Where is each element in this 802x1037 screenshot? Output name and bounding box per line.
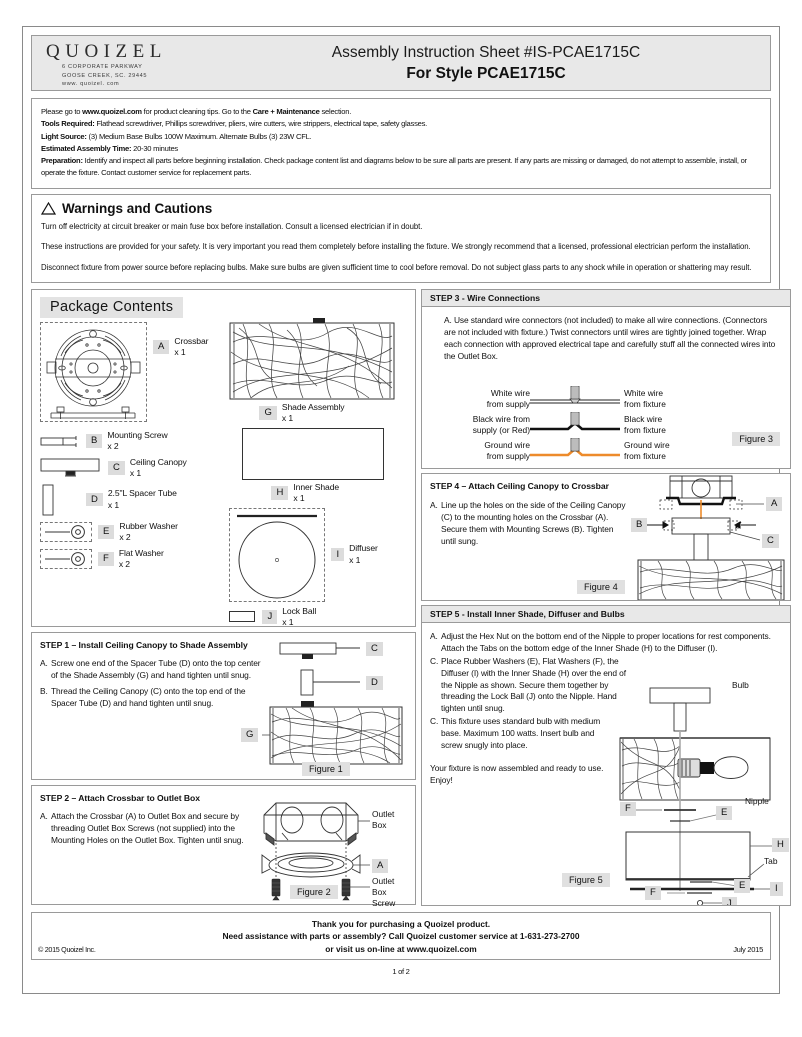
step-5-text-b: Place Rubber Washers (E), Flat Washers (F), the Diffuser (I) with the Inner Shade (H) over the end of the Nipple as shown. Secure them together by threading the Lock Ball (J) onto the Nipple. Hand tighten until snug. (441, 655, 626, 714)
step-3-heading: STEP 3 - Wire Connections (422, 290, 790, 307)
wire-label-ground-supply-l1: Ground wire (484, 439, 530, 450)
step-1-panel (31, 632, 416, 780)
warnings-block (31, 194, 771, 283)
step-4-text-a: Line up the holes on the side of the Ceiling Canopy (C) to the mounting holes on the Crossbar (A). Secure them with Mounting Screws (B). Tighten until sung. (441, 500, 626, 547)
wire-label-white-fixture (620, 388, 719, 410)
step-2-text-a: Attach the Crossbar (A) to Outlet Box and secure by threading Outlet Box Screws (not supplied) into the Mounting Holes on the Outlet Box. Tighten until snug. (51, 811, 244, 846)
wire-row-black (432, 412, 782, 438)
figure-5-label: Figure 5 (562, 873, 610, 887)
assembly-time-text: 20-30 minutes (131, 143, 178, 153)
step-2-heading: STEP 2 – Attach Crossbar to Outlet Box (40, 792, 200, 803)
figure-5-callout-nipple: Nipple (745, 795, 769, 806)
part-tag-g: G (259, 406, 276, 420)
figure-2-callout-outlet-box: Outlet Box (372, 808, 395, 830)
part-label-spacer-tube (108, 488, 177, 510)
wire-label-ground-fixture-l1: Ground wire (624, 439, 670, 450)
part-row-rubber-washer (40, 521, 229, 543)
figure-5-callout-f-upper: F (620, 802, 636, 816)
warning-paragraph-2: These instructions are provided for your safety. It is very important you read them completely before installing the fixture. We strongly recommend that a licensed, professional electrician perform the installation. (41, 242, 751, 252)
part-label-mounting-screw (107, 430, 167, 452)
figure-1-illustration (246, 640, 407, 774)
page-header (31, 35, 771, 91)
page-subtitle: For Style PCAE1715C (406, 64, 566, 82)
assembly-time-line (41, 143, 761, 155)
step-4-body (430, 500, 626, 548)
part-tag-c: C (108, 461, 125, 475)
part-qty-crossbar: x 1 (174, 347, 186, 358)
wire-connector-black (530, 412, 620, 438)
step-3-panel (421, 289, 791, 469)
step-1-item-a (40, 658, 262, 682)
wire-label-white-fixture-l2: from fixture (624, 398, 666, 409)
wire-label-ground-fixture (620, 440, 719, 462)
part-row-diffuser (229, 508, 407, 602)
step-5-marker-a: A. (430, 630, 438, 641)
part-qty-lock-ball: x 1 (282, 616, 294, 627)
figure-4-callout-c: C (762, 534, 779, 548)
care-maintenance-label: Care + Maintenance (252, 107, 320, 116)
warnings-heading: Warnings and Cautions (62, 200, 213, 216)
spacer-tube-illustration (40, 484, 86, 516)
part-name-diffuser: Diffuser (349, 543, 378, 554)
figure-2-label: Figure 2 (290, 885, 338, 899)
wire-row-ground (432, 438, 782, 464)
intro-text-2: for product cleaning tips. Go to the (141, 107, 253, 116)
preparation-line (41, 155, 761, 180)
mounting-screw-illustration (40, 433, 80, 449)
part-name-ceiling-canopy: Ceiling Canopy (129, 457, 187, 468)
part-row-spacer-tube (40, 484, 229, 516)
part-qty-rubber-washer: x 2 (119, 531, 131, 542)
wire-label-white-supply-l2: from supply (486, 398, 530, 409)
footer-line-3: or visit us on-line at www.quoizel.com (325, 944, 477, 955)
step-1-item-b (40, 686, 262, 710)
part-tag-d: D (86, 493, 103, 507)
part-tag-b: B (86, 434, 102, 448)
step-2-body (40, 811, 252, 847)
wire-label-ground-supply-l2: from supply (486, 450, 530, 461)
figure-2-illustration (252, 793, 407, 908)
figure-5-illustration (612, 679, 790, 901)
ceiling-canopy-illustration (40, 457, 102, 479)
warning-paragraph-1: Turn off electricity at circuit breaker or main fuse box before installation. Consult a licensed electrician if in doubt. (41, 221, 423, 231)
header-titles (262, 36, 710, 90)
part-name-shade-assembly: Shade Assembly (281, 401, 345, 412)
part-row-mounting-screw (40, 430, 229, 452)
part-tag-f: F (98, 552, 114, 566)
figure-5-callout-f-lower: F (645, 886, 661, 900)
part-tag-e: E (98, 525, 114, 539)
part-row-inner-shade (271, 482, 407, 504)
header-spacer (710, 36, 770, 90)
figure-3-label: Figure 3 (732, 432, 780, 446)
part-label-ceiling-canopy (130, 457, 187, 479)
figure-5-callout-i: I (770, 882, 783, 896)
wire-label-ground-supply (432, 440, 530, 462)
wire-label-white-supply-l1: White wire (490, 387, 530, 398)
step-1-marker-b: B. (40, 686, 48, 697)
step-1-body (40, 658, 262, 710)
step-5-text-c: This fixture uses standard bulb with medium base. Maximum 100 watts. Insert bulb and screw snugly into place. (441, 716, 601, 751)
footer-line-1: Thank you for purchasing a Quoizel product. (311, 918, 491, 929)
page-number: 1 of 2 (392, 966, 410, 976)
step-4-heading: STEP 4 – Attach Ceiling Canopy to Crossbar (430, 480, 609, 491)
step-5-text-a: Adjust the Hex Nut on the bottom end of the Nipple to proper locations for rest components. Attach the Tabs on the bottom edge of the Inner Shade (H) to the Diffuser (I). (441, 630, 771, 653)
part-qty-shade-assembly: x 1 (281, 413, 294, 424)
part-row-ceiling-canopy (40, 457, 229, 479)
step-5-panel (421, 605, 791, 906)
shade-assembly-illustration (229, 322, 407, 400)
part-name-mounting-screw: Mounting Screw (107, 429, 168, 440)
brand-address-line1: 6 CORPORATE PARKWAY (62, 64, 143, 70)
part-name-spacer-tube: 2.5"L Spacer Tube (107, 488, 177, 499)
wire-label-black-supply-l2: supply (or Red) (472, 424, 530, 435)
brand-block (32, 36, 262, 90)
part-label-flat-washer (119, 548, 164, 570)
wire-connector-ground (530, 438, 620, 464)
step-4-panel (421, 473, 791, 601)
figure-5-callout-h: H (772, 838, 789, 852)
figure-5-callout-bulb: Bulb (732, 679, 749, 690)
part-row-lock-ball (229, 606, 407, 628)
intro-text-1: Please go to (41, 107, 83, 116)
figure-5-lower-group (650, 878, 787, 906)
part-name-inner-shade: Inner Shade (293, 482, 340, 493)
part-label-crossbar (174, 336, 208, 358)
rubber-washer-illustration (40, 522, 92, 542)
wire-label-black-supply-l1: Black wire from (472, 413, 530, 424)
page-title: Assembly Instruction Sheet #IS-PCAE1715C (331, 44, 641, 61)
wire-label-white-fixture-l1: White wire (624, 387, 664, 398)
footer-line-2: Need assistance with parts or assembly? Call Quoizel customer service at 1-631-273-2700 (222, 931, 580, 942)
wire-connection-diagram (432, 386, 782, 464)
assembly-time-label: Estimated Assembly Time: (41, 143, 132, 153)
tools-required-text: Flathead screwdriver, Phillips screwdriver, pliers, wire cutters, wire strippers, electrical tape, safety glasses. (94, 119, 428, 129)
part-tag-j: J (262, 610, 277, 624)
package-column-right (229, 322, 407, 628)
step-5-heading: STEP 5 - Install Inner Shade, Diffuser and Bulbs (422, 606, 790, 623)
body-grid (31, 289, 784, 908)
package-column-left (40, 322, 229, 628)
preparation-text: Identify and inspect all parts before beginning installation. Check package content list and diagrams below to be sure all parts are present. If any parts are missing or damaged, do not attempt to assemble, install, or operate the fixture. Contact customer service for replacement parts. (41, 156, 747, 178)
light-source-text: (3) Medium Base Bulbs 100W Maximum. Alternate Bulbs (3) 23W CFL. (86, 131, 312, 141)
part-row-shade-assembly (259, 402, 407, 424)
crossbar-illustration (40, 322, 147, 422)
step-5-marker-c: C. (430, 716, 439, 727)
part-label-lock-ball (282, 606, 316, 628)
inner-shade-illustration (242, 428, 384, 480)
part-label-shade-assembly (282, 402, 345, 424)
figure-1-callout-d: D (366, 676, 383, 690)
wire-row-white (432, 386, 782, 412)
part-name-crossbar: Crossbar (174, 335, 209, 346)
wire-label-white-supply (432, 388, 530, 410)
wire-label-black-fixture (620, 414, 719, 436)
step-2-panel (31, 785, 416, 908)
figure-2-callout-screw: Outlet Box Screw (372, 875, 396, 908)
figure-5-callout-e-upper: E (716, 806, 732, 820)
step-1-text-b: Thread the Ceiling Canopy (C) onto the top end of the Spacer Tube (D) and hand tighten until snug. (51, 686, 246, 709)
brand-address-line3: www. quoizel. com (62, 81, 120, 88)
footer-message (32, 913, 770, 956)
page-footer (31, 912, 771, 960)
light-source-line (41, 131, 761, 143)
figure-5-callout-j: J (722, 897, 737, 906)
lock-ball-illustration (229, 611, 255, 622)
brand-address (46, 63, 262, 89)
part-tag-a: A (153, 340, 169, 354)
step-1-text-a: Screw one end of the Spacer Tube (D) onto the top center of the Shade Assembly (G) and hand tighten until snug. (51, 658, 261, 681)
tools-required-label: Tools Required: (41, 119, 95, 129)
tools-required-line (41, 118, 761, 130)
warning-paragraph-3: Disconnect fixture from power source before replacing bulbs. Make sure bulbs are given sufficient time to cool before removal. Do not subject glass parts to any shock while in operation or shattering may result. (41, 263, 752, 273)
step-4-marker-a: A. (430, 500, 438, 511)
figure-1-callout-c: C (366, 642, 383, 656)
part-qty-inner-shade: x 1 (293, 493, 305, 504)
part-qty-ceiling-canopy: x 1 (129, 468, 142, 479)
step-4-item-a (430, 500, 626, 548)
wire-label-black-fixture-l1: Black wire (624, 413, 663, 424)
right-column (421, 289, 791, 906)
figure-4-label: Figure 4 (577, 580, 625, 594)
part-name-lock-ball: Lock Ball (282, 605, 317, 616)
step-2-item-a (40, 811, 252, 847)
step-5-marker-b: C. (430, 655, 439, 666)
part-qty-diffuser: x 1 (349, 554, 361, 565)
figure-1-label: Figure 1 (302, 762, 350, 776)
intro-text-3: selection. (319, 107, 352, 116)
part-row-flat-washer (40, 548, 229, 570)
footer-date: July 2015 (733, 944, 763, 954)
figure-4-illustration (630, 474, 790, 601)
package-contents-columns (40, 322, 407, 628)
warnings-heading-row (41, 201, 761, 216)
figure-5-callout-tab: Tab (764, 855, 778, 866)
wire-label-black-supply (432, 414, 530, 436)
sheet-frame (22, 26, 784, 994)
wire-label-ground-fixture-l2: from fixture (624, 450, 666, 461)
figure-1-callout-g: G (241, 728, 258, 742)
step-3-text-a: A. Use standard wire connectors (not included) to make all wire connections. (Connectors are not included with fixture.) Twist connectors until wires are tightly joined together. Wrap each connection with approved electrical tape and carefully stuff all the connected wires into the Outlet Box. (444, 314, 776, 361)
step-5-item-a (430, 631, 781, 655)
figure-5-callout-e-lower: E (734, 879, 750, 893)
wire-label-black-fixture-l2: from fixture (624, 424, 666, 435)
intro-block (31, 98, 771, 189)
quoizel-website-link[interactable]: www.quoizel.com (82, 107, 142, 116)
part-label-rubber-washer (119, 521, 178, 543)
step-2-marker-a: A. (40, 811, 48, 822)
part-qty-mounting-screw: x 2 (107, 441, 119, 452)
part-tag-h: H (271, 486, 288, 500)
figure-2-callout-a: A (372, 859, 388, 873)
part-name-flat-washer: Flat Washer (118, 547, 164, 558)
step-1-marker-a: A. (40, 658, 48, 669)
flat-washer-illustration (40, 549, 92, 569)
preparation-label: Preparation: (41, 156, 83, 166)
part-label-diffuser (349, 543, 378, 565)
left-column (31, 289, 416, 906)
footer-copyright: © 2015 Quoizel Inc. (38, 944, 96, 954)
figure-4-callout-b: B (631, 518, 647, 532)
warning-triangle-icon (41, 202, 56, 215)
step-1-heading: STEP 1 – Install Ceiling Canopy to Shade Assembly (40, 639, 248, 650)
part-row-crossbar (153, 336, 208, 358)
part-qty-spacer-tube: x 1 (107, 499, 120, 510)
brand-wordmark: QUOIZEL (46, 41, 167, 62)
package-contents-panel (31, 289, 416, 627)
part-qty-flat-washer: x 2 (118, 559, 130, 570)
brand-address-line2: GOOSE CREEK, SC. 29445 (62, 72, 148, 79)
part-label-inner-shade (293, 482, 339, 504)
wire-connector-white (530, 386, 620, 412)
part-tag-i: I (331, 548, 344, 562)
light-source-label: Light Source: (41, 131, 87, 141)
package-contents-title: Package Contents (40, 297, 183, 318)
diffuser-illustration (229, 508, 325, 602)
intro-cleaning-line (41, 106, 761, 118)
step-5-closing-text: Your fixture is now assembled and ready to use. Enjoy! (430, 763, 604, 785)
part-name-rubber-washer: Rubber Washer (119, 520, 178, 531)
figure-4-callout-a: A (766, 497, 782, 511)
